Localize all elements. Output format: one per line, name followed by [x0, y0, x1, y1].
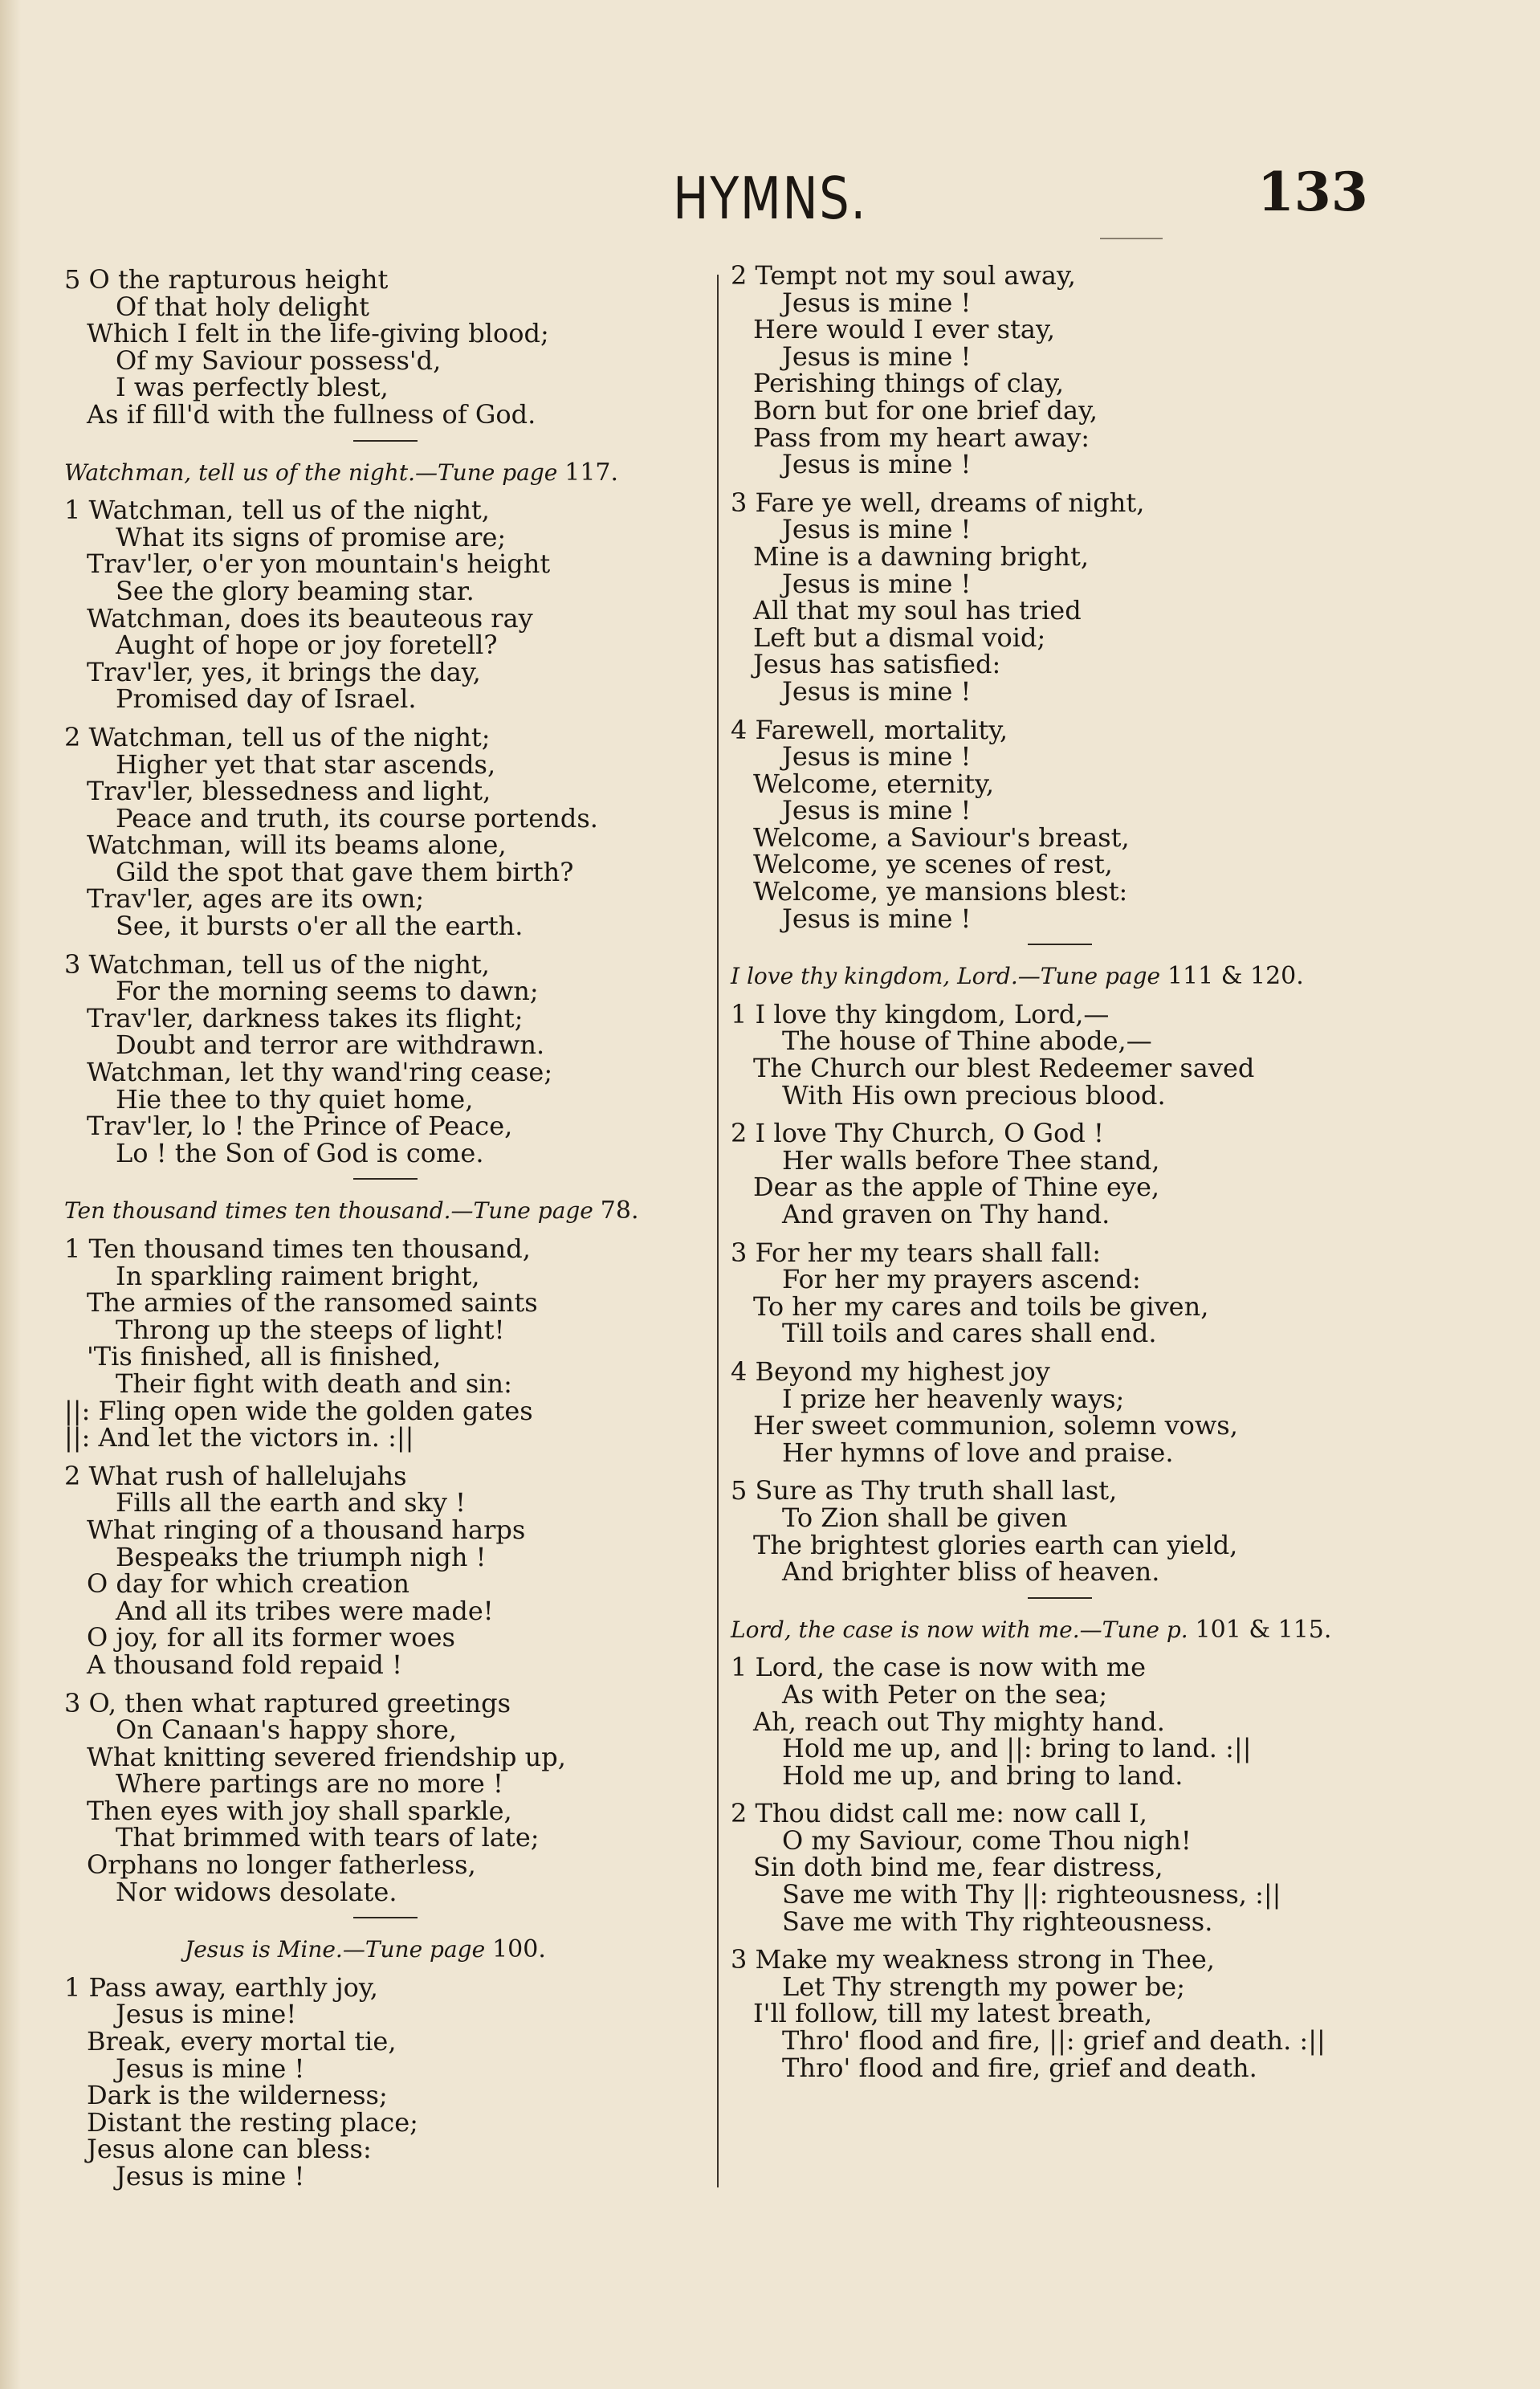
hymn-title — [64, 459, 707, 487]
hymn-line: 5 Sure as Thy truth shall last, — [731, 1475, 1118, 1506]
hymn-line: What knitting severed friendship up, — [87, 1741, 566, 1772]
hymn-line: Welcome, a Saviour's breast, — [753, 821, 1130, 853]
hymn-line: The Church our blest Redeemer saved — [753, 1053, 1255, 1084]
hymn-line: Save me with Thy righteousness. — [782, 1906, 1213, 1937]
hymn-line: Break, every mortal tie, — [87, 2026, 397, 2057]
hymn-title — [731, 963, 1389, 990]
hymn-separator-rule — [1028, 1597, 1092, 1599]
page-number: 133 — [1257, 161, 1368, 223]
hymn-title — [64, 1936, 707, 1963]
hymn-line: 'Tis finished, all is finished, — [87, 1341, 442, 1372]
hymn-line: Promised day of Israel. — [116, 683, 417, 715]
hymn-line: ||: And let the victors in. :|| — [64, 1422, 414, 1453]
hymn-line: Hie thee to thy quiet home, — [116, 1083, 474, 1115]
hymn-line: Here would I ever stay, — [753, 314, 1055, 345]
hymn-line: 3 For her my tears shall fall: — [731, 1237, 1102, 1268]
hymn-title-text: Jesus is Mine.—Tune page — [185, 1936, 486, 1963]
hymn-title — [731, 1616, 1389, 1644]
hymn-line: Her sweet communion, solemn vows, — [753, 1410, 1238, 1441]
hymn-title-text: I love thy kingdom, Lord.—Tune page — [731, 963, 1161, 990]
hymn-title-text: Ten thousand times ten thousand.—Tune page — [64, 1197, 593, 1225]
hymn-line: Pass from my heart away: — [753, 422, 1090, 453]
hymn-line: Jesus is mine ! — [782, 287, 972, 318]
hymn-line: Jesus is mine ! — [782, 795, 972, 826]
hymn-line: Ah, reach out Thy mighty hand. — [753, 1706, 1165, 1737]
hymn-line: 3 Fare ye well, dreams of night, — [731, 487, 1145, 518]
hymn — [64, 459, 707, 1168]
hymn-title-text: Lord, the case is now with me.—Tune p. — [731, 1616, 1188, 1643]
tune-page-number: 117. — [564, 458, 619, 487]
hymn-line: Hold me up, and ||: bring to land. :|| — [782, 1733, 1252, 1764]
stanza — [64, 497, 707, 713]
hymn — [64, 1936, 707, 2190]
stanza — [731, 1475, 1389, 1588]
hymn-line: Trav'ler, o'er yon mountain's height — [87, 548, 551, 580]
hymn-separator-rule — [353, 440, 418, 442]
hymn-line: 1 Watchman, tell us of the night, — [64, 495, 490, 526]
tune-page-number: 101 & 115. — [1195, 1615, 1332, 1644]
stanza — [731, 714, 1389, 934]
hymn-line: Their fight with death and sin: — [116, 1368, 512, 1399]
hymn-line: Jesus is mine ! — [782, 514, 972, 545]
hymn-line: Welcome, eternity, — [753, 768, 994, 799]
hymn-line: With His own precious blood. — [782, 1079, 1166, 1111]
hymn-line: To her my cares and toils be given, — [753, 1290, 1209, 1322]
hymn-line: Perishing things of clay, — [753, 368, 1064, 399]
hymn — [64, 1197, 707, 1906]
hymn-line: Higher yet that star ascends, — [116, 748, 496, 780]
hymn-line: Gild the spot that gave them birth? — [116, 856, 574, 887]
hymn-line: 2 Tempt not my soul away, — [731, 260, 1076, 291]
hymn-line: Jesus is mine ! — [782, 903, 972, 934]
hymn-line: Save me with Thy ||: righteousness, :|| — [782, 1879, 1281, 1910]
hymn-line: 3 Make my weakness strong in Thee, — [731, 1944, 1215, 1975]
hymn-line: Watchman, let thy wand'ring cease; — [87, 1057, 553, 1088]
stanza — [64, 721, 707, 942]
hymn-line: As if fill'd with the fullness of God. — [87, 398, 536, 430]
hymn-line: Welcome, ye mansions blest: — [753, 876, 1128, 907]
hymn-line: Jesus is mine ! — [782, 741, 972, 773]
hymn-line: I'll follow, till my latest breath, — [753, 1998, 1153, 2029]
hymn-line: Her walls before Thee stand, — [782, 1144, 1160, 1176]
hymn-line: The house of Thine abode,— — [782, 1025, 1152, 1057]
hymn-line: 4 Farewell, mortality, — [731, 714, 1008, 745]
hymn-line: For her my prayers ascend: — [782, 1264, 1141, 1295]
hymn-line: Till toils and cares shall end. — [782, 1318, 1157, 1349]
stanza — [731, 1654, 1389, 1789]
hymn-line: All that my soul has tried — [753, 595, 1082, 626]
hymn-line: Jesus alone can bless: — [87, 2134, 372, 2165]
hymn-line: Dear as the apple of Thine eye, — [753, 1172, 1160, 1203]
hymn-line: See the glory beaming star. — [116, 575, 475, 606]
hymn-line: Let Thy strength my power be; — [782, 1971, 1186, 2002]
stanza — [64, 948, 707, 1168]
hymn-line: A thousand fold repaid ! — [87, 1649, 402, 1680]
hymn-line: 1 Pass away, earthly joy, — [64, 1971, 378, 2003]
hymn-separator-rule — [353, 1178, 418, 1180]
hymn-line: Jesus is mine ! — [116, 2161, 305, 2191]
hymn-line: Jesus is mine! — [116, 1999, 297, 2030]
hymn-line: Of my Saviour possess'd, — [116, 344, 442, 376]
hymn-line: 2 What rush of hallelujahs — [64, 1460, 407, 1491]
hymn-line: 2 Thou didst call me: now call I, — [731, 1798, 1147, 1829]
hymn-line: Throng up the steeps of light! — [116, 1314, 505, 1345]
hymn-line: In sparkling raiment bright, — [116, 1260, 480, 1291]
hymn-line: The brightest glories earth can yield, — [753, 1529, 1238, 1560]
hymn — [731, 962, 1389, 1588]
hymn-line: I prize her heavenly ways; — [782, 1383, 1125, 1414]
hymn-line: Orphans no longer fatherless, — [87, 1849, 476, 1881]
hymn-line: Peace and truth, its course portends. — [116, 802, 598, 834]
stanza — [64, 1687, 707, 1907]
hymn-separator-rule — [353, 1917, 418, 1918]
hymn-line: Jesus has satisfied: — [753, 649, 1001, 680]
hymn — [731, 260, 1389, 934]
hymn-line: Distant the resting place; — [87, 2106, 418, 2138]
stanza — [731, 1944, 1389, 2083]
tune-page-number: 100. — [492, 1935, 546, 1964]
hymn — [64, 264, 707, 430]
hymn-line: Then eyes with joy shall sparkle, — [87, 1795, 512, 1826]
hymn-line: 1 Ten thousand times ten thousand, — [64, 1233, 531, 1264]
hymn-title — [64, 1197, 707, 1225]
column-divider — [717, 275, 719, 2187]
hymn-line: See, it bursts o'er all the earth. — [116, 911, 524, 942]
stanza — [64, 1233, 707, 1453]
hymn-line: Nor widows desolate. — [116, 1876, 397, 1907]
stanza — [731, 487, 1389, 707]
hymn-line: 1 I love thy kingdom, Lord,— — [731, 998, 1110, 1029]
hymn-line: Trav'ler, blessedness and light, — [87, 776, 491, 807]
hymn-line: As with Peter on the sea; — [782, 1678, 1108, 1710]
hymn-line: 2 I love Thy Church, O God ! — [731, 1118, 1104, 1149]
hymn-line: The armies of the ransomed saints — [87, 1287, 538, 1319]
hymn-line: And graven on Thy hand. — [782, 1199, 1110, 1229]
hymn-line: Left but a dismal void; — [753, 622, 1046, 653]
hymn-line: Welcome, ye scenes of rest, — [753, 849, 1113, 880]
stanza — [731, 1356, 1389, 1468]
hymn-line: O joy, for all its former woes — [87, 1622, 455, 1653]
left-column — [64, 264, 707, 2202]
hymn-line: 1 Lord, the case is now with me — [731, 1652, 1147, 1683]
stanza — [731, 998, 1389, 1111]
hymn-title-text: Watchman, tell us of the night.—Tune page — [64, 459, 558, 486]
running-head: HYMNS. — [673, 165, 867, 232]
hymn-line: Watchman, does its beauteous ray — [87, 602, 533, 634]
stanza — [731, 260, 1389, 480]
hymn-line: Watchman, will its beams alone, — [87, 830, 507, 861]
hymn-line: For the morning seems to dawn; — [116, 976, 539, 1007]
hymn-line: Doubt and terror are withdrawn. — [116, 1029, 545, 1061]
tune-page-number: 78. — [600, 1197, 639, 1225]
hymn-line: Sin doth bind me, fear distress, — [753, 1852, 1163, 1883]
hymn-line: On Canaan's happy shore, — [116, 1714, 457, 1746]
hymn-line: That brimmed with tears of late; — [116, 1822, 540, 1853]
hymn-line: Mine is a dawning bright, — [753, 540, 1089, 572]
stanza — [731, 1237, 1389, 1349]
hymn-line: Trav'ler, lo ! the Prince of Peace, — [87, 1111, 513, 1142]
hymn-line: O my Saviour, come Thou nigh! — [782, 1824, 1192, 1856]
hymn-line: ||: Fling open wide the golden gates — [64, 1395, 533, 1426]
hymn-line: Born but for one brief day, — [753, 394, 1098, 426]
hymn-line: Jesus is mine ! — [782, 568, 972, 599]
hymn-line: O day for which creation — [87, 1568, 409, 1600]
hymn-line: I was perfectly blest, — [116, 372, 389, 403]
hymn-line: To Zion shall be given — [782, 1502, 1068, 1533]
hymn-line: Trav'ler, ages are its own; — [87, 883, 425, 915]
hymn-line: Where partings are no more ! — [116, 1768, 503, 1800]
hymn-line: Thro' flood and fire, grief and death. — [782, 2052, 1257, 2083]
header-rule — [1100, 238, 1163, 239]
hymn — [731, 1616, 1389, 2082]
hymn-line: Trav'ler, darkness takes its flight; — [87, 1002, 524, 1033]
stanza — [731, 1800, 1389, 1935]
hymn-line: Lo ! the Son of God is come. — [116, 1137, 484, 1168]
stanza — [731, 1120, 1389, 1228]
hymn-line: Aught of hope or joy foretell? — [116, 630, 498, 661]
hymn-line: And all its tribes were made! — [116, 1595, 494, 1626]
stanza — [64, 1460, 707, 1680]
hymn-line: 3 O, then what raptured greetings — [64, 1687, 511, 1718]
hymn-line: What ringing of a thousand harps — [87, 1514, 526, 1545]
hymn-line: Jesus is mine ! — [782, 340, 972, 372]
hymn-line: 4 Beyond my highest joy — [731, 1356, 1050, 1387]
hymn-line: Trav'ler, yes, it brings the day, — [87, 656, 481, 687]
hymn-line: Which I felt in the life-giving blood; — [87, 318, 549, 349]
stanza — [64, 1971, 707, 2191]
hymn-line: 3 Watchman, tell us of the night, — [64, 948, 490, 980]
hymn-line: Of that holy delight — [116, 291, 370, 322]
hymn-line: 5 O the rapturous height — [64, 264, 389, 295]
hymn-line: Bespeaks the triumph nigh ! — [116, 1541, 487, 1572]
right-column — [731, 260, 1389, 2093]
hymn-line: Dark is the wilderness; — [87, 2080, 388, 2111]
hymn-line: 2 Watchman, tell us of the night; — [64, 721, 491, 752]
hymn-line: Thro' flood and fire, ||: grief and death. :|| — [782, 2025, 1326, 2057]
hymn-line: And brighter bliss of heaven. — [782, 1556, 1160, 1588]
hymn-line: What its signs of promise are; — [116, 521, 507, 552]
hymn-line: Jesus is mine ! — [782, 675, 972, 707]
hymn-line: Jesus is mine ! — [782, 449, 972, 480]
stanza — [64, 264, 707, 430]
hymn-line: Her hymns of love and praise. — [782, 1437, 1174, 1468]
hymn-separator-rule — [1028, 944, 1092, 945]
hymn-line: Fills all the earth and sky ! — [116, 1487, 466, 1519]
tune-page-number: 111 & 120. — [1167, 962, 1304, 991]
hymn-line: Jesus is mine ! — [116, 2053, 305, 2084]
hymn-line: Hold me up, and bring to land. — [782, 1759, 1184, 1791]
